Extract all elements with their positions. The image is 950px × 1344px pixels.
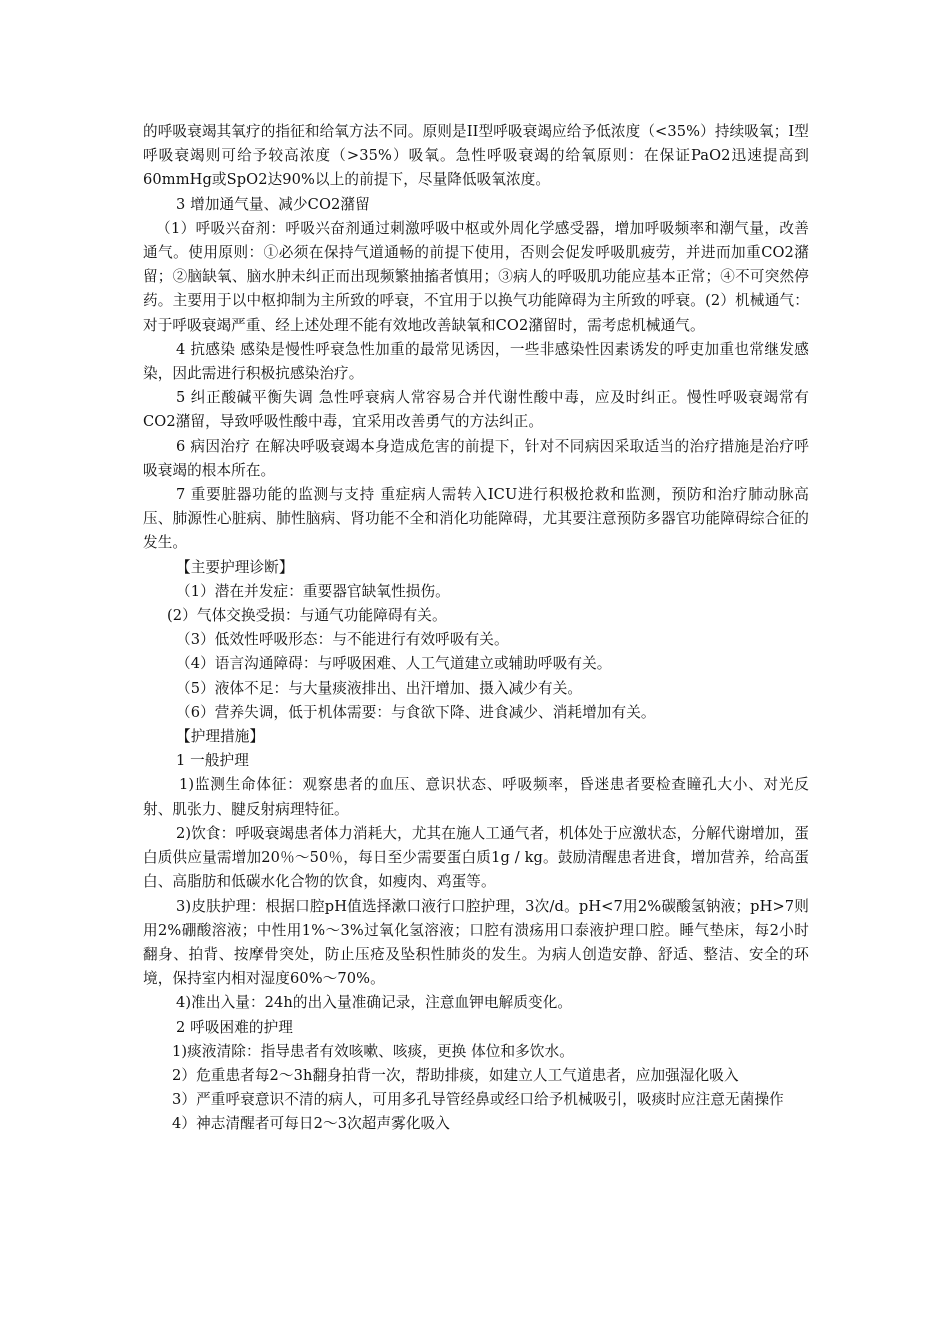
diagnosis-item-1: （1）潜在并发症：重要器官缺氧性损伤。 <box>176 582 450 600</box>
diagnosis-item-3: （3）低效性呼吸形态：与不能进行有效呼吸有关。 <box>176 631 509 649</box>
dyspnea-item-1: 1)痰液清除：指导患者有效咳嗽、咳痰，更换 体位和多饮水。 <box>172 1042 574 1060</box>
paragraph-oxygen-therapy: 的呼吸衰竭其氧疗的指征和给氧方法不同。原则是II型呼吸衰竭应给予低浓度（<35%）持续吸氧；I型呼吸衰竭则可给予较高浓度（>35%）吸氧。急性呼吸衰竭的给氧原则：在保证PaO2迅速提高到60mmHg或SpO2达90%以上的前提下，尽量降低吸氧浓度。 <box>143 123 809 189</box>
heading-nursing-diagnosis: 【主要护理诊断】 <box>176 558 294 576</box>
diagnosis-item-5: （5）液体不足：与大量痰液排出、出汗增加、摄入减少有关。 <box>176 679 583 697</box>
document-body <box>143 120 809 1137</box>
diagnosis-item-6: （6）营养失调，低于机体需要：与食欲下降、进食减少、消耗增加有关。 <box>176 703 656 721</box>
dyspnea-item-2: 2）危重患者每2～3h翻身拍背一次，帮助排痰，如建立人工气道患者，应加强湿化吸入 <box>172 1066 739 1084</box>
paragraph-organ-monitoring: 7 重要脏器功能的监测与支持 重症病人需转入ICU进行积极抢救和监测，预防和治疗肺动脉高压、肺源性心脏病、肺性脑病、肾功能不全和消化功能障碍，尤其要注意预防多器官功能障碍综合征的发生。 <box>143 486 809 552</box>
paragraph-acid-base: 5 纠正酸碱平衡失调 急性呼衰病人常容易合并代谢性酸中毒，应及时纠正。慢性呼吸衰竭常有CO2潴留，导致呼吸性酸中毒，宜采用改善勇气的方法纠正。 <box>143 389 809 431</box>
heading-dyspnea-care: 2 呼吸困难的护理 <box>176 1018 293 1036</box>
paragraph-vital-signs: 1)监测生命体征：观察患者的血压、意识状态、呼吸频率，昏迷患者要检查瞳孔大小、对光反射、肌张力、腱反射病理特征。 <box>143 776 809 818</box>
paragraph-skin-care: 3)皮肤护理：根据口腔pH值选择漱口液行口腔护理，3次/d。pH<7用2%碳酸氢钠液；pH>7则用2%硼酸溶液；中性用1%～3%过氧化氢溶液；口腔有溃疡用口泰液护理口腔。睡气垫床，每2小时翻身、拍背、按摩骨突处，防止压疮及坠积性肺炎的发生。为病人创造安静、舒适、整洁、安全的环境，保持室内相对湿度60%～70%。 <box>143 897 809 988</box>
heading-general-care: 1 一般护理 <box>176 752 249 770</box>
dyspnea-item-3: 3）严重呼衰意识不清的病人，可用多孔导管经鼻或经口给予机械吸引，吸痰时应注意无菌操作 <box>172 1091 784 1109</box>
paragraph-respiratory-stimulant: （1）呼吸兴奋剂：呼吸兴奋剂通过刺激呼吸中枢或外周化学感受器，增加呼吸频率和潮气量，改善通气。使用原则：①必须在保持气道通畅的前提下使用，否则会促发呼吸肌疲劳，并进而加重CO2潴留；②脑缺氧、脑水肿未纠正而出现频繁抽搐者慎用；③病人的呼吸肌功能应基本正常；④不可突然停药。主要用于以中枢抑制为主所致的呼衰，不宜用于以换气功能障碍为主所致的呼衰。(2）机械通气：对于呼吸衰竭严重、经上述处理不能有效地改善缺氧和CO2潴留时，需考虑机械通气。 <box>143 219 809 334</box>
diagnosis-item-2: (2）气体交换受损：与通气功能障碍有关。 <box>167 607 447 625</box>
heading-nursing-measures: 【护理措施】 <box>176 728 265 746</box>
dyspnea-item-4: 4）神志清醒者可每日2～3次超声雾化吸入 <box>172 1115 450 1133</box>
heading-ventilation: 3 增加通气量、减少CO2潴留 <box>176 195 370 213</box>
paragraph-intake-output: 4)准出入量：24h的出入量准确记录，注意血钾电解质变化。 <box>176 994 573 1012</box>
paragraph-diet: 2)饮食：呼吸衰竭患者体力消耗大，尤其在施人工通气者，机体处于应激状态，分解代谢增加，蛋白质供应量需增加20％～50％，每日至少需要蛋白质1g / kg。鼓励清醒患者进食，增加营养，给高蛋白、高脂肪和低碳水化合物的饮食，如瘦肉、鸡蛋等。 <box>143 824 809 891</box>
diagnosis-item-4: （4）语言沟通障碍：与呼吸困难、人工气道建立或辅助呼吸有关。 <box>176 655 612 673</box>
paragraph-etiology-treatment: 6 病因治疗 在解决呼吸衰竭本身造成危害的前提下，针对不同病因采取适当的治疗措施是治疗呼吸衰竭的根本所在。 <box>143 437 809 479</box>
paragraph-anti-infection: 4 抗感染 感染是慢性呼衰急性加重的最常见诱因，一些非感染性因素诱发的呼吏加重也常继发感染，因此需进行积极抗感染治疗。 <box>143 340 809 383</box>
